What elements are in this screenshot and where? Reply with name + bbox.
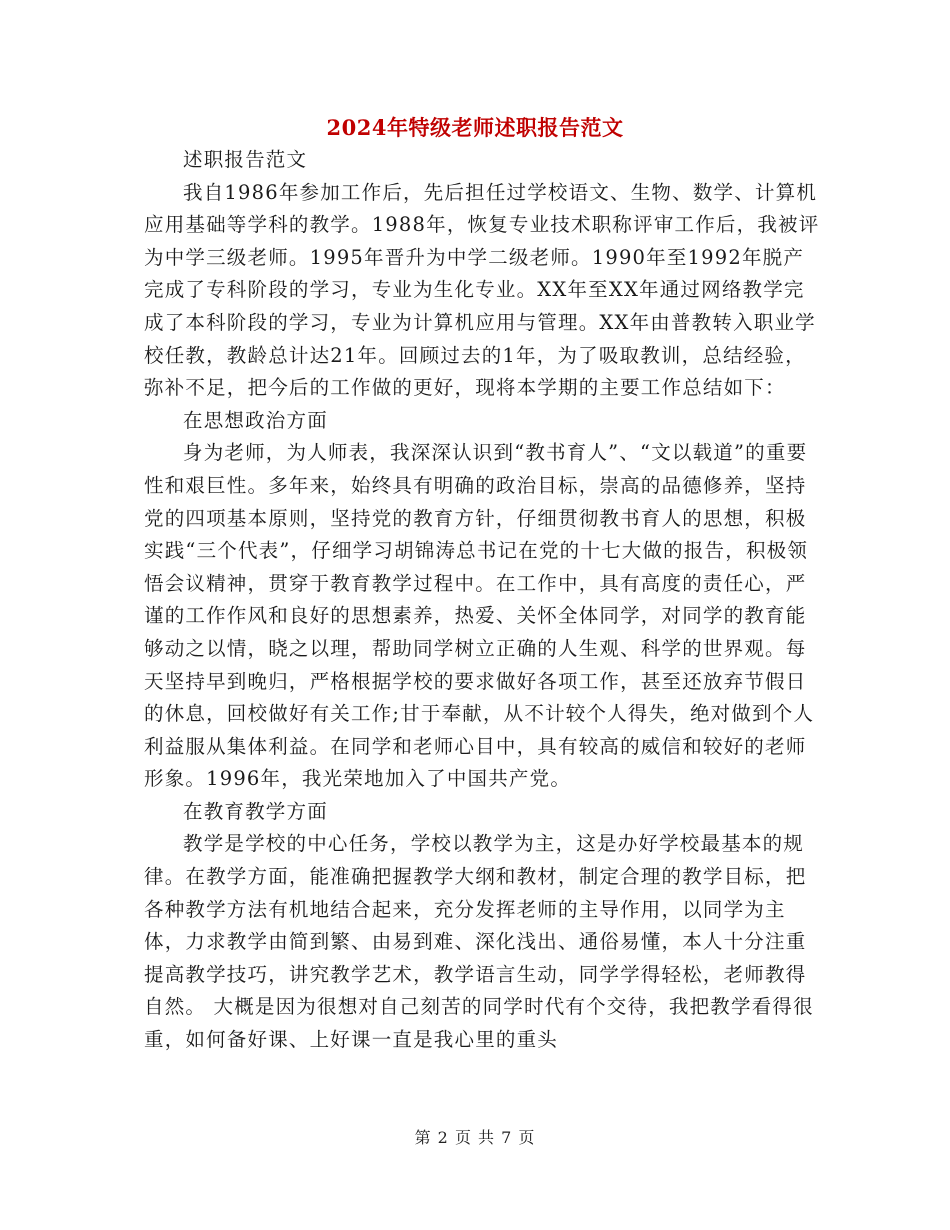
section-heading-report: 述职报告范文: [183, 148, 308, 171]
section-heading-teaching: 在教育教学方面: [183, 799, 328, 823]
document-title: 2024年特级老师述职报告范文: [326, 115, 624, 140]
paragraph-politics: 身为老师，为人师表，我深深认识到“教书育人”、“文以载道”的重要性和艰巨性。多年来，始终具有明确的政治目标，崇高的品德修养，坚持党的四项基本原则，坚持党的教育方针，仔细贯彻教书育人的思想，积极实践“三个代表”，仔细学习胡锦涛总书记在党的十七大做的报告，积极领悟会议精神，贯穿于教育教学过程中。在工作中，具有高度的责任心，严谨的工作作风和良好的思想素养，热爱、关怀全体同学，对同学的教育能够动之以情，晓之以理，帮助同学树立正确的人生观、科学的世界观。每天坚持早到晚归，严格根据学校的要求做好各项工作，甚至还放弃节假日的休息，回校做好有关工作;甘于奉献，从不计较个人得失，绝对做到个人利益服从集体利益。在同学和老师心目中，具有较高的威信和较好的老师形象。1996年，我光荣地加入了中国共产党。: [144, 441, 815, 791]
paragraph-teaching: 教学是学校的中心任务，学校以教学为主，这是办好学校最基本的规律。在教学方面，能准确把握教学大纲和教材，制定合理的教学目标，把各种教学方法有机地结合起来，充分发挥老师的主导作用，以同学为主体，力求教学由简到繁、由易到难、深化浅出、通俗易懂，本人十分注重提高教学技巧，讲究教学艺术，教学语言生动，同学学得轻松，老师教得自然。 大概是因为很想对自己刻苦的同学时代有个交待，我把教学看得很重，如何备好课、上好课一直是我心里的重头: [144, 832, 814, 1052]
section-heading-politics: 在思想政治方面: [183, 408, 328, 432]
document-body: [144, 144, 820, 1057]
page-number-footer: 第 2 页 共 7 页: [414, 1128, 536, 1147]
paragraph-background: 我自1986年参加工作后，先后担任过学校语文、生物、数学、计算机应用基础等学科的教学。1988年，恢复专业技术职称评审工作后，我被评为中学三级老师。1995年晋升为中学二级老师。1990年至1992年脱产完成了专科阶段的学习，专业为生化专业。XX年至XX年通过网络教学完成了本科阶段的学习，专业为计算机应用与管理。XX年由普教转入职业学校任教，教龄总计达21年。回顾过去的1年，为了吸取教训，总结经验，弥补不足，把今后的工作做的更好，现将本学期的主要工作总结如下：: [144, 180, 820, 400]
